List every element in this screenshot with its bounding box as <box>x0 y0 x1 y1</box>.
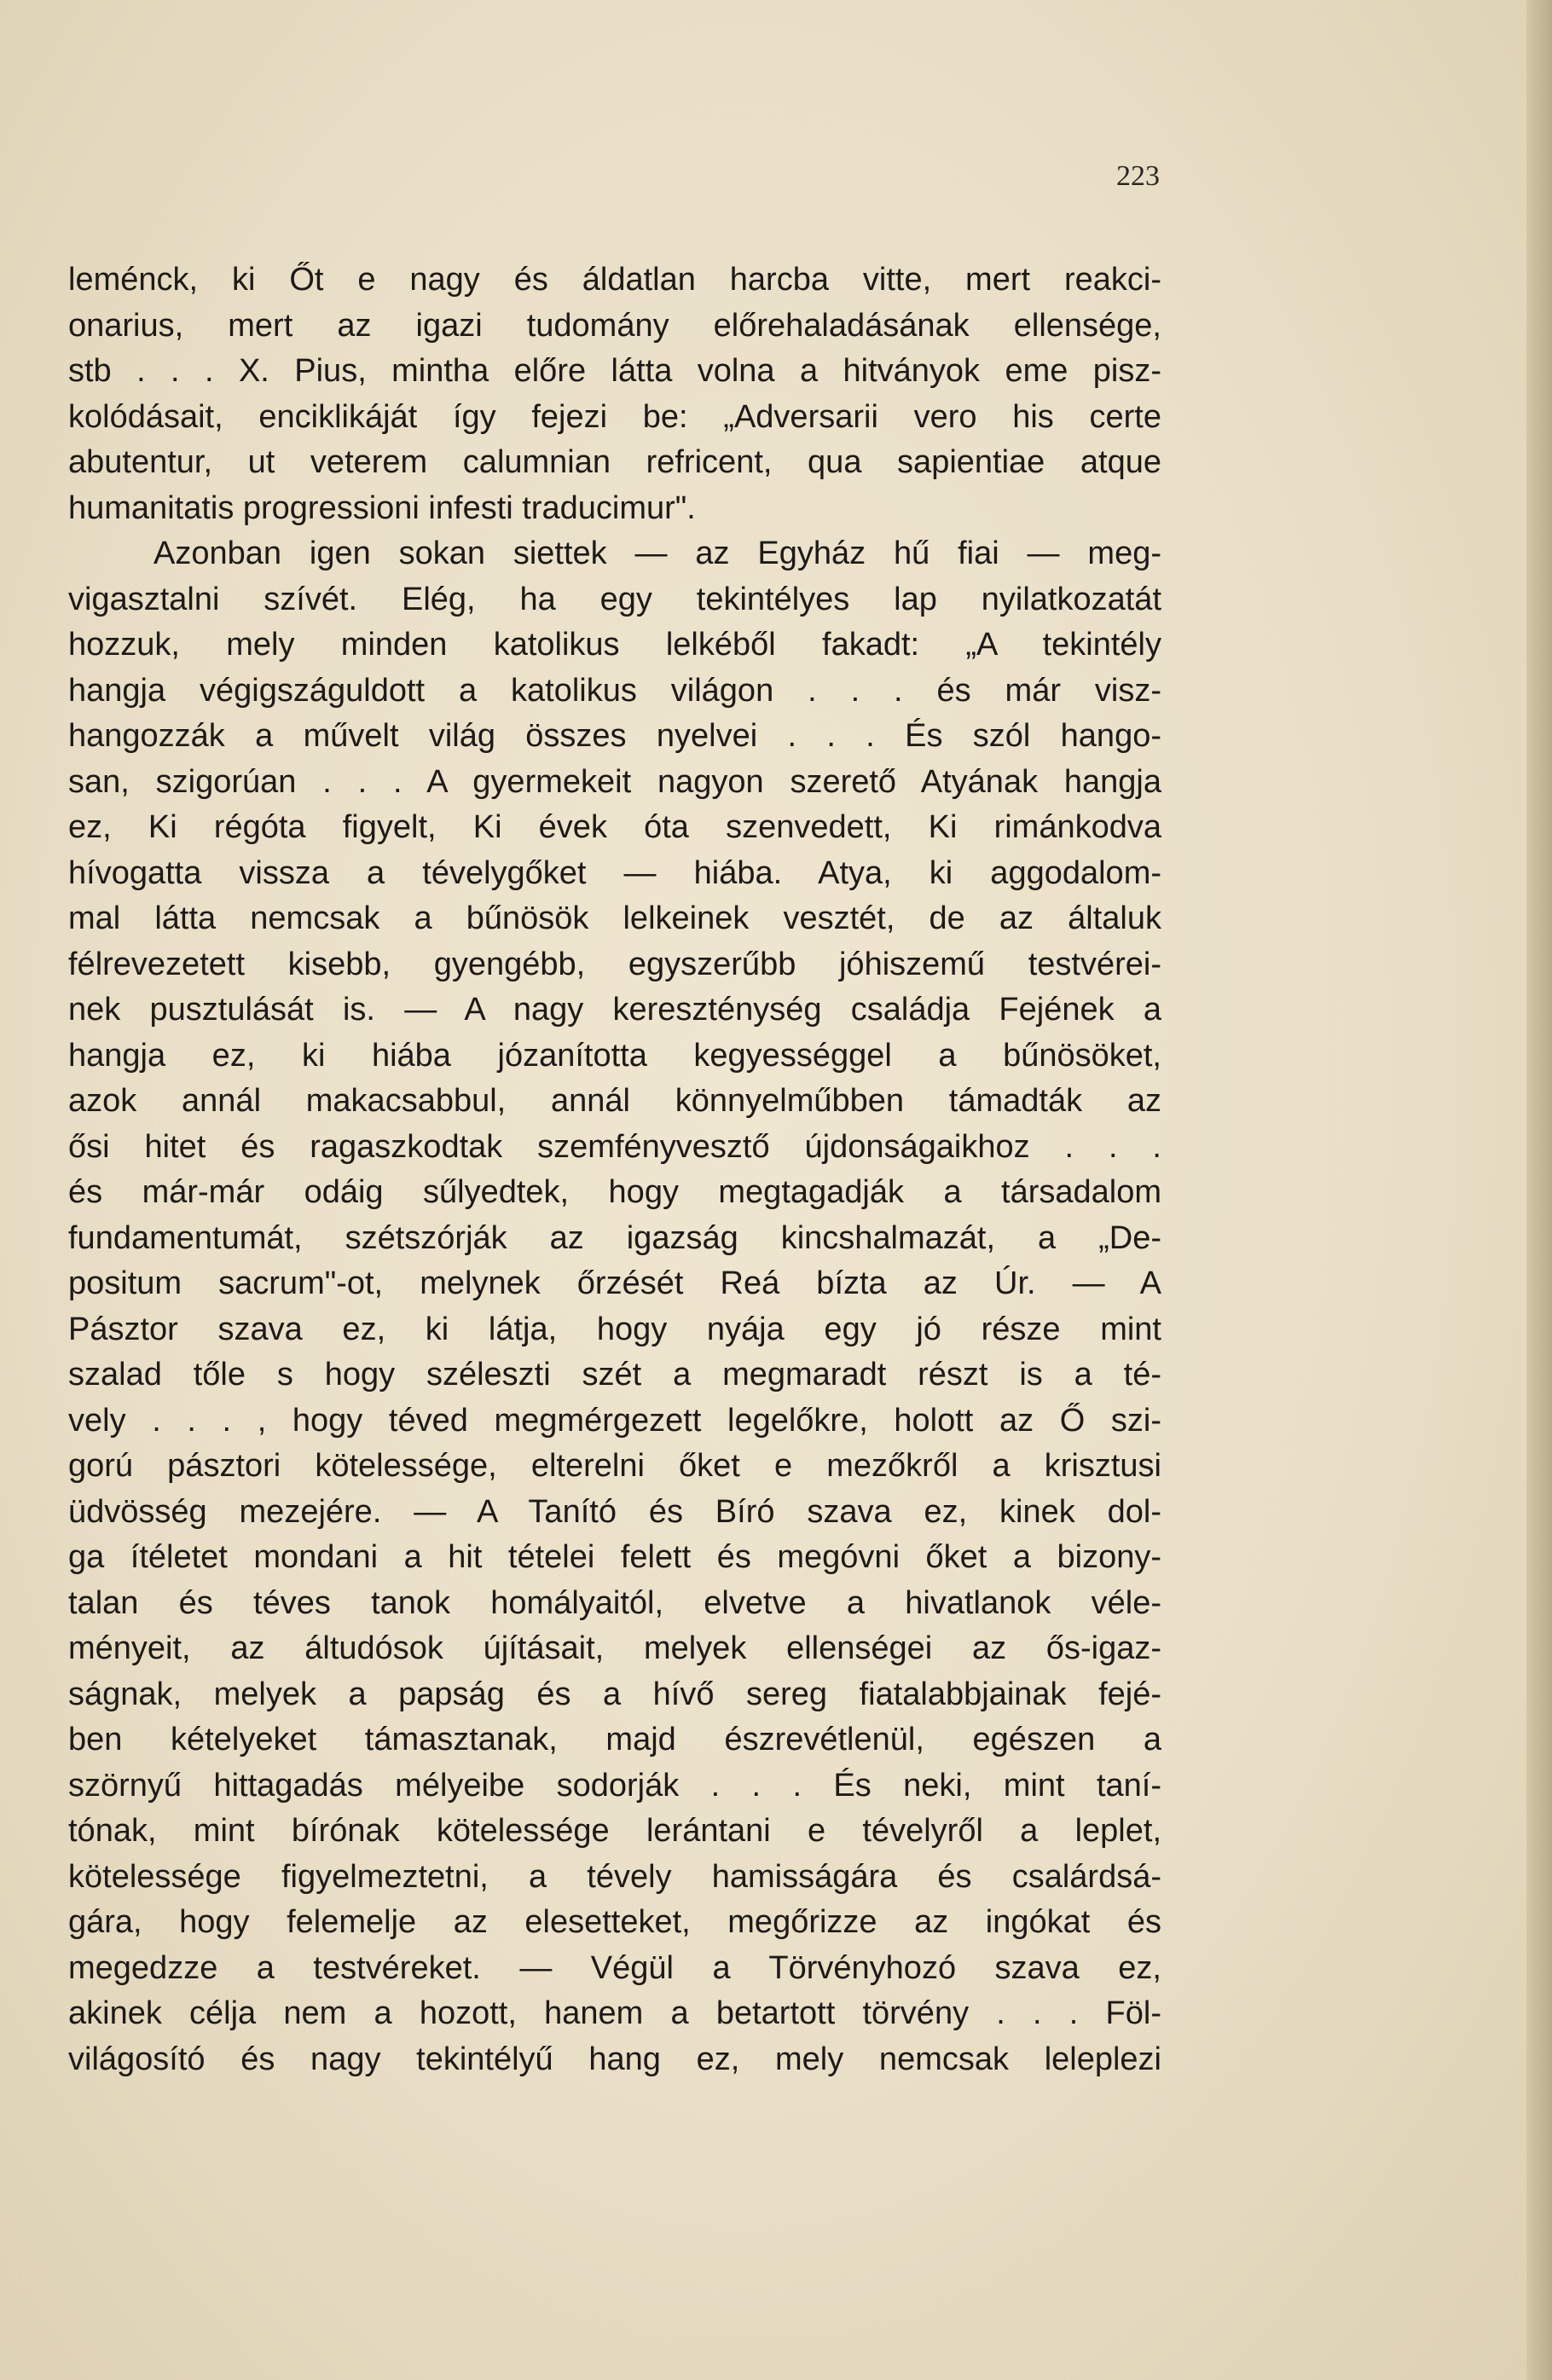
text-line: stb . . . X. Pius, mintha előre látta volna a hitványok eme pisz- <box>68 353 1161 389</box>
text-line: abutentur, ut veterem calumnian refricent, qua sapientiae atque <box>68 444 1161 480</box>
text-line: ményeit, az áltudósok újításait, melyek ellenségei az ős-igaz- <box>68 1630 1161 1666</box>
text-line: üdvösség mezejére. — A Tanító és Bíró szava ez, kinek dol- <box>68 1493 1161 1530</box>
text-line: ősi hitet és ragaszkodtak szemfényvesztő újdonságaikhoz . . . <box>68 1128 1161 1165</box>
text-line: talan és téves tanok homályaitól, elvetve a hivatlanok véle- <box>68 1584 1161 1621</box>
page-number: 223 <box>1116 160 1160 192</box>
text-line: és már-már odáig sűlyedtek, hogy megtagadják a társadalom <box>68 1174 1161 1210</box>
text-line: hívogatta vissza a tévelygőket — hiába. Atya, ki aggodalom- <box>68 854 1161 891</box>
text-line: humanitatis progressioni infesti traducimur". <box>68 489 696 526</box>
text-line: vigasztalni szívét. Elég, ha egy tekintélyes lap nyilatkozatát <box>68 581 1161 617</box>
text-line: kötelessége figyelmeztetni, a tévely hamisságára és csalárdsá- <box>68 1858 1161 1895</box>
text-line: Azonban igen sokan siettek — az Egyház hű fiai — meg- <box>153 536 1161 571</box>
text-line: megedzze a testvéreket. — Végül a Törvényhozó szava ez, <box>68 1949 1161 1986</box>
text-line: ben kételyeket támasztanak, majd észrevétlenül, egészen a <box>68 1722 1161 1757</box>
text-line: san, szigorúan . . . A gyermekeit nagyon szerető Atyának hangja <box>68 763 1161 800</box>
text-line: ga ítéletet mondani a hit tételei felett és megóvni őket a bizony- <box>68 1539 1161 1575</box>
text-line: ságnak, melyek a papság és a hívő sereg fiatalabbjainak fejé- <box>68 1676 1161 1712</box>
text-line: Pásztor szava ez, ki látja, hogy nyája egy jó része mint <box>68 1311 1161 1347</box>
body-text <box>68 258 1161 2082</box>
text-line: nek pusztulását is. — A nagy kereszténység családja Fejének a <box>68 992 1161 1028</box>
text-line: mal látta nemcsak a bűnösök lelkeinek vesztét, de az általuk <box>68 900 1161 936</box>
text-line: onarius, mert az igazi tudomány előrehaladásának ellensége, <box>68 307 1161 344</box>
text-line: vely . . . , hogy téved megmérgezett legelőkre, holott az Ő szi- <box>68 1402 1161 1439</box>
text-line: hangozzák a művelt világ összes nyelvei . . . És szól hango- <box>68 718 1161 754</box>
text-line: hangja végigszáguldott a katolikus világon . . . és már visz- <box>68 672 1161 709</box>
text-line: hangja ez, ki hiába józanította kegyességgel a bűnösöket, <box>68 1037 1161 1074</box>
text-line: akinek célja nem a hozott, hanem a betartott törvény . . . Föl- <box>68 1995 1161 2031</box>
text-line: leménck, ki Őt e nagy és áldatlan harcba vitte, mert reakci- <box>68 262 1161 298</box>
text-line: fundamentumát, szétszórják az igazság kincshalmazát, a „De- <box>68 1219 1161 1256</box>
text-line: tónak, mint bírónak kötelessége lerántani e tévelyről a leplet, <box>68 1813 1161 1849</box>
text-line: kolódásait, enciklikáját így fejezi be: „Adversarii vero his certe <box>68 398 1161 435</box>
text-line: szörnyű hittagadás mélyeibe sodorják . . . És neki, mint taní- <box>68 1767 1161 1804</box>
text-line: gorú pásztori kötelessége, elterelni őket e mezőkről a krisztusi <box>68 1448 1161 1484</box>
text-line: positum sacrum"-ot, melynek őrzését Reá bízta az Úr. — A <box>68 1265 1161 1301</box>
text-line: hozzuk, mely minden katolikus lelkéből fakadt: „A tekintély <box>68 627 1161 663</box>
text-line: félrevezetett kisebb, gyengébb, egyszerűbb jóhiszemű testvérei- <box>68 946 1161 982</box>
text-line: szalad tőle s hogy széleszti szét a megmaradt részt is a té- <box>68 1357 1161 1393</box>
text-line: világosító és nagy tekintélyű hang ez, mely nemcsak leleplezi <box>68 2041 1161 2077</box>
text-line: azok annál makacsabbul, annál könnyelműbben támadták az <box>68 1083 1161 1119</box>
text-line: ez, Ki régóta figyelt, Ki évek óta szenvedett, Ki rimánkodva <box>68 809 1161 845</box>
text-line: gára, hogy felemelje az elesetteket, megőrizze az ingókat és <box>68 1904 1161 1940</box>
page-edge-shadow <box>1526 0 1552 2380</box>
